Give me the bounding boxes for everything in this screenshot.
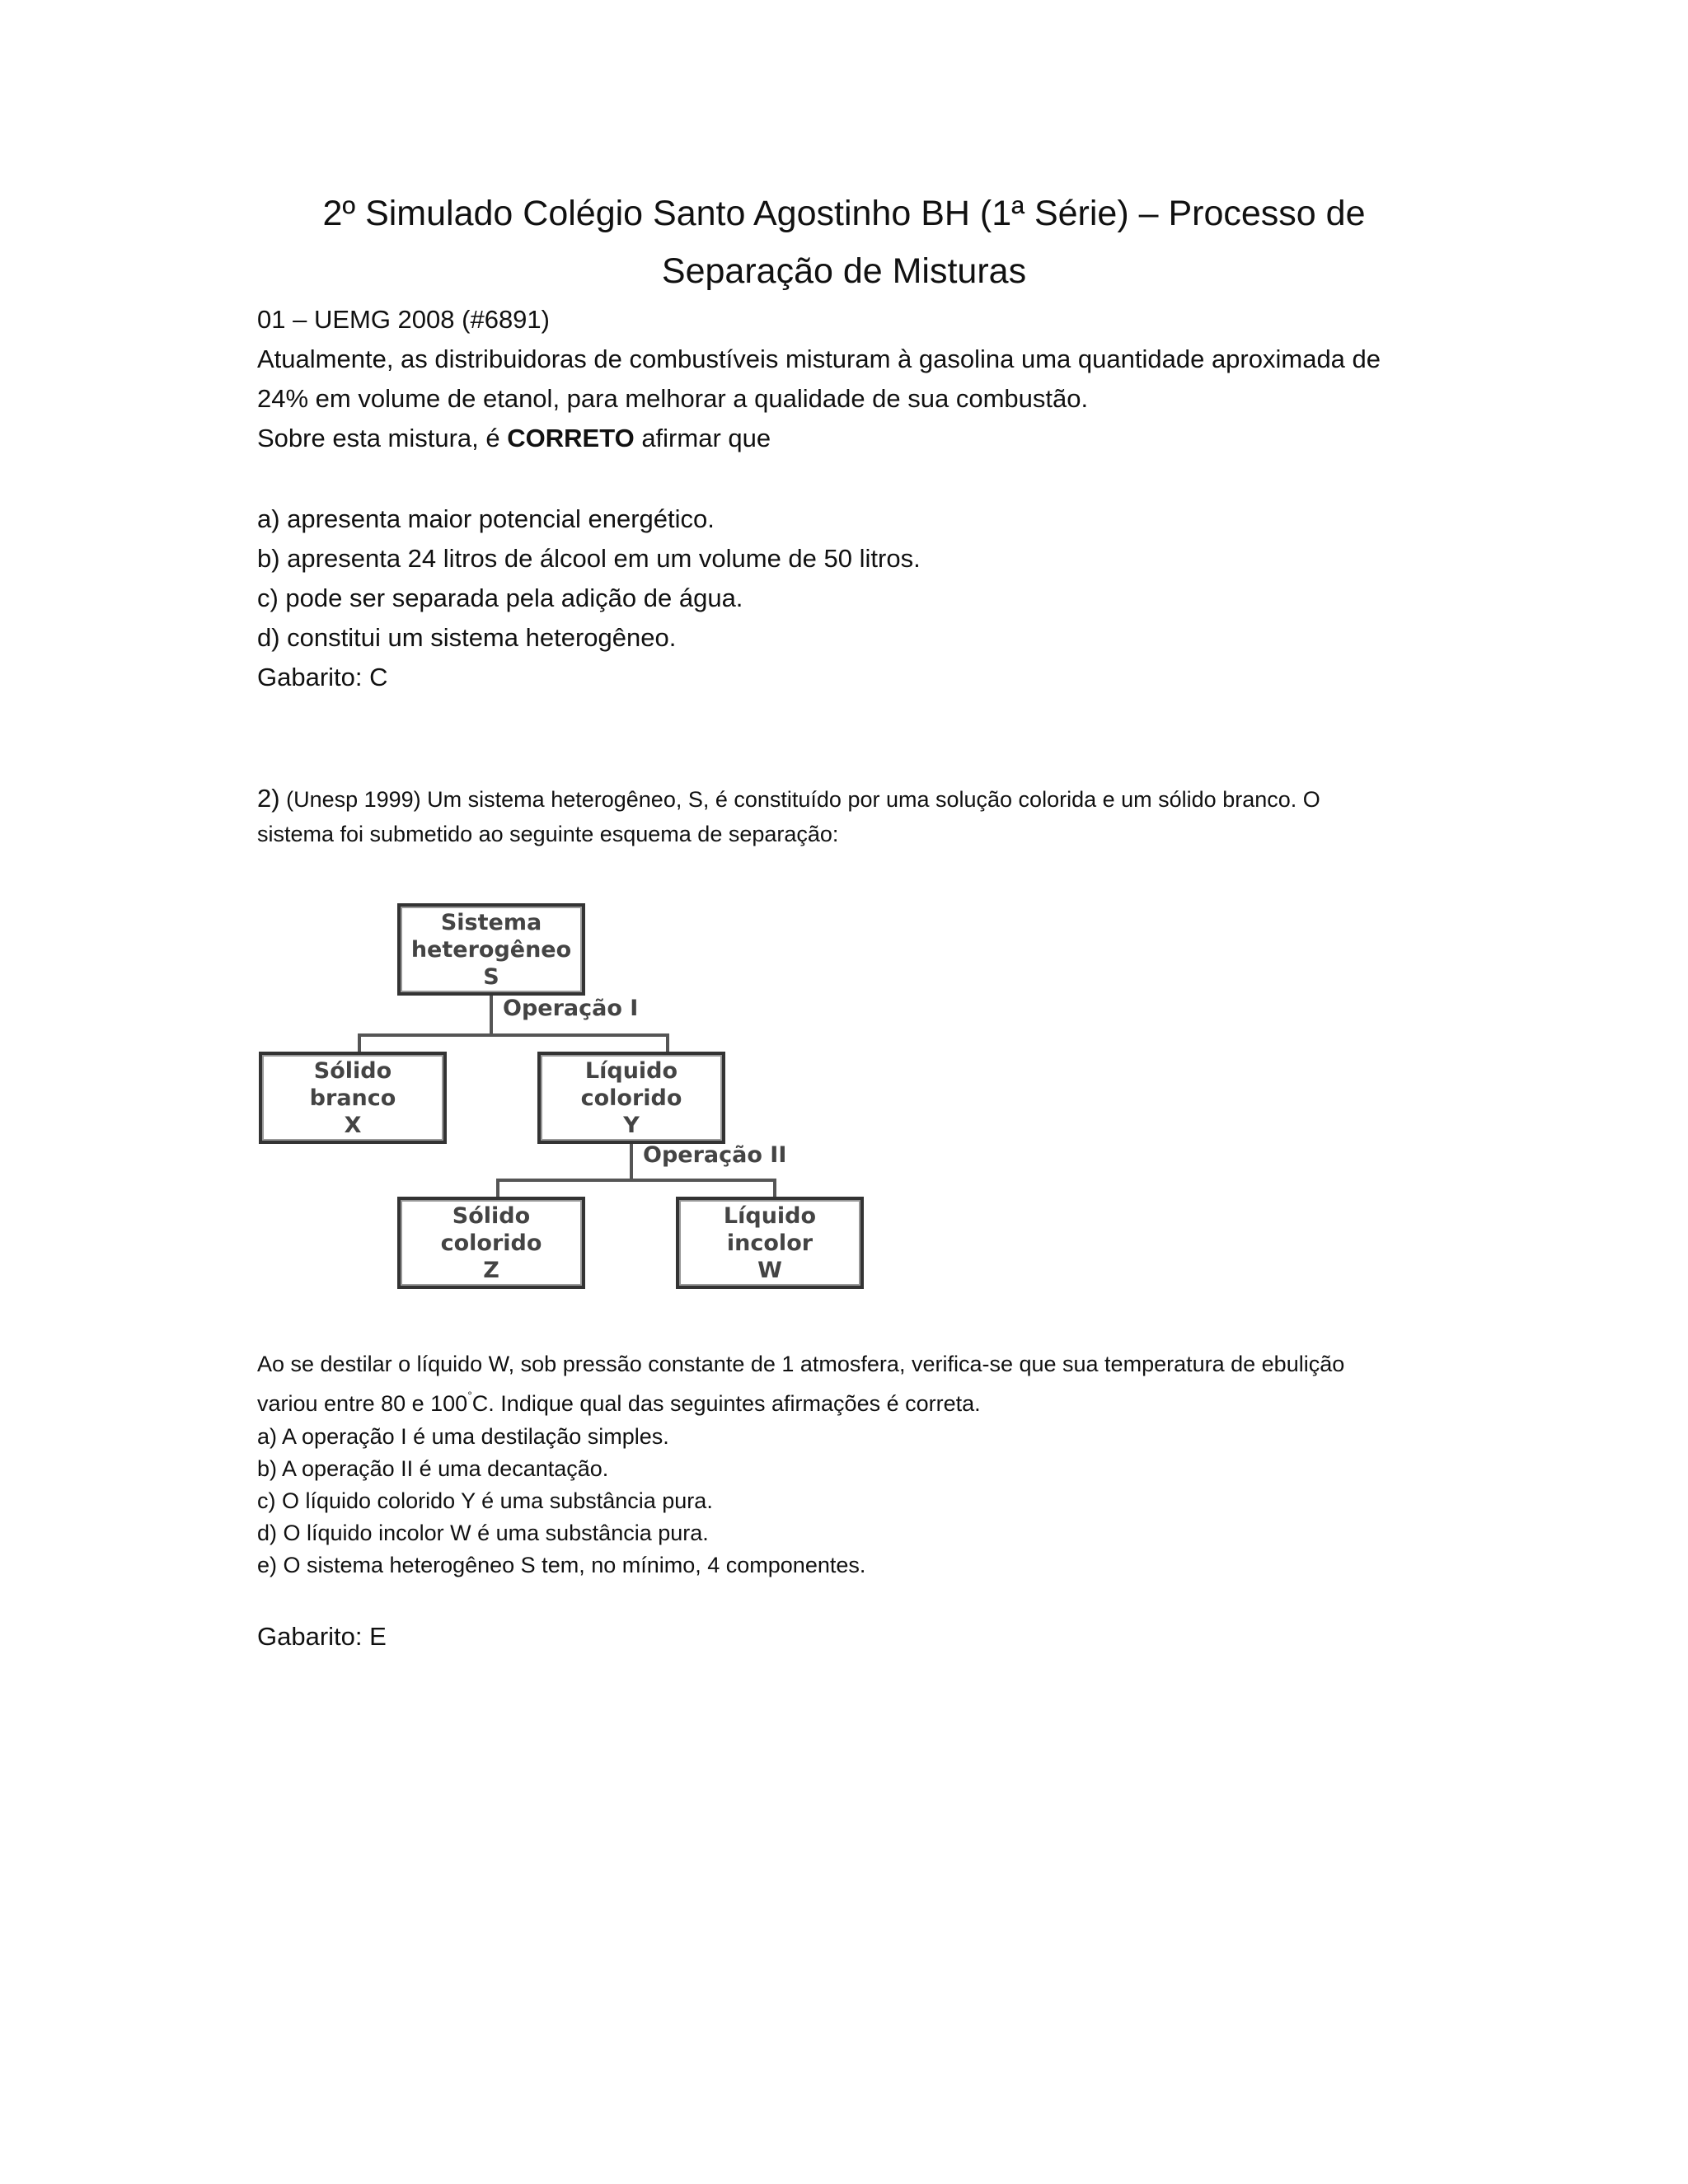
q2-stem-line-1	[257, 783, 1320, 815]
label-operacao-2: Operação II	[643, 1142, 787, 1168]
box-sistema-heterogeneo	[397, 903, 585, 996]
box-root-line-2: heterogêneo	[410, 936, 572, 963]
label-operacao-1: Operação I	[503, 996, 639, 1021]
q2-option-e: e) O sistema heterogêneo S tem, no mínimo, 4 componentes.	[257, 1553, 866, 1577]
q1-prompt-end: afirmar que	[634, 424, 771, 452]
separation-diagram	[257, 898, 867, 1294]
q1-answer: Gabarito: C	[257, 663, 388, 691]
q1-stem-line-1: Atualmente, as distribuidoras de combustíveis misturam à gasolina uma quantidade aproximada de	[257, 344, 1381, 373]
connector-split-2	[496, 1179, 776, 1182]
box-z-line-2: colorido	[440, 1230, 542, 1256]
q2-option-d: d) O líquido incolor W é uma substância pura.	[257, 1521, 709, 1545]
box-w-line-2: incolor	[726, 1230, 814, 1256]
connector-to-w	[773, 1179, 776, 1198]
q2-option-a: a) A operação I é uma destilação simples.	[257, 1424, 669, 1449]
connector-y-down	[630, 1144, 633, 1180]
q1-option-a: a) apresenta maior potencial energético.	[257, 504, 715, 533]
q2-text-line-2	[257, 1383, 981, 1419]
q2-text-end: C. Indique qual das seguintes afirmações é correta.	[471, 1391, 981, 1416]
connector-root-down	[490, 996, 493, 1035]
q2-option-c: c) O líquido colorido Y é uma substância pura.	[257, 1488, 713, 1513]
box-y-line-1: Líquido	[584, 1057, 678, 1084]
box-x-line-1: Sólido	[313, 1057, 392, 1084]
q1-option-b: b) apresenta 24 litros de álcool em um volume de 50 litros.	[257, 544, 921, 573]
q1-prompt-start: Sobre esta mistura, é	[257, 424, 508, 452]
box-z-line-3: Z	[483, 1257, 499, 1283]
q1-option-d: d) constitui um sistema heterogêneo.	[257, 623, 677, 652]
document-title-line-2: Separação de Misturas	[661, 251, 1027, 291]
connector-split-1	[358, 1033, 669, 1037]
q1-prompt-emphasis: CORRETO	[507, 424, 635, 452]
q2-answer: Gabarito: E	[257, 1622, 387, 1651]
connector-to-x	[358, 1033, 361, 1053]
degree-symbol: °	[467, 1389, 472, 1402]
box-root-line-3: S	[483, 963, 499, 990]
q2-number: 2)	[257, 784, 280, 813]
box-y-line-2: colorido	[580, 1085, 682, 1111]
connector-to-z	[496, 1179, 499, 1198]
q2-option-b: b) A operação II é uma decantação.	[257, 1456, 609, 1481]
box-solido-colorido	[397, 1197, 585, 1289]
q2-stem-line-2: sistema foi submetido ao seguinte esquema de separação:	[257, 822, 839, 846]
box-y-line-3: Y	[623, 1112, 640, 1138]
box-x-line-2: branco	[309, 1085, 396, 1111]
q1-option-c: c) pode ser separada pela adição de água.	[257, 583, 743, 612]
document-title-line-1: 2º Simulado Colégio Santo Agostinho BH (1ª Série) – Processo de	[322, 194, 1366, 233]
box-liquido-colorido	[537, 1052, 725, 1144]
q2-stem-text: (Unesp 1999) Um sistema heterogêneo, S, é constituído por uma solução colorida e um sólido branco. O	[279, 787, 1320, 812]
box-w-line-1: Líquido	[723, 1202, 817, 1229]
box-x-line-3: X	[344, 1112, 362, 1138]
q1-stem-line-2: 24% em volume de etanol, para melhorar a qualidade de sua combustão.	[257, 384, 1089, 413]
box-root-line-1: Sistema	[440, 909, 542, 935]
q2-text-start: variou entre 80 e 100	[257, 1391, 468, 1416]
q1-prompt	[257, 419, 771, 458]
box-solido-branco	[259, 1052, 447, 1144]
box-z-line-1: Sólido	[452, 1202, 531, 1229]
box-w-line-3: W	[757, 1257, 782, 1283]
box-liquido-incolor	[676, 1197, 864, 1289]
connector-to-y	[666, 1033, 669, 1053]
q1-header: 01 – UEMG 2008 (#6891)	[257, 305, 550, 334]
q2-text-line-1: Ao se destilar o líquido W, sob pressão constante de 1 atmosfera, verifica-se que sua temperatura de ebulição	[257, 1352, 1345, 1376]
